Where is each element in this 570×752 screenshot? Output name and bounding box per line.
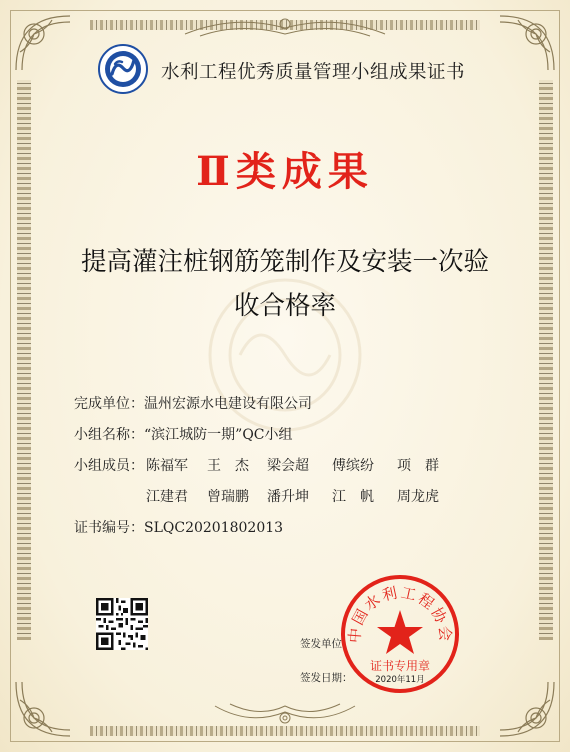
unit-row <box>74 393 312 413</box>
cert-value: SLQC20201802013 <box>144 520 284 536</box>
member-name: 梁会超 <box>267 458 309 474</box>
member-name: 潘升坤 <box>267 489 309 505</box>
member-name: 陈福军 <box>146 458 188 474</box>
issuer-label: 签发单位： <box>300 638 353 650</box>
group-label: 小组名称： <box>74 427 144 443</box>
project-title-line-1: 提高灌注桩钢筋笼制作及安装一次验 <box>80 247 489 277</box>
certificate-number-row <box>74 517 283 537</box>
member-name: 江 帆 <box>332 489 374 505</box>
award-level: Ⅱ类成果 <box>196 148 374 195</box>
official-seal-icon <box>338 572 462 696</box>
project-title <box>40 240 530 328</box>
seal-org-text: 中国水利工程协会 <box>345 583 455 644</box>
member-name: 王 杰 <box>207 458 249 474</box>
members-label: 小组成员： <box>74 458 144 474</box>
member-name: 周龙虎 <box>397 489 439 505</box>
member-name: 曾瑞鹏 <box>207 489 249 505</box>
corner-ornament-icon <box>12 12 74 74</box>
corner-ornament-icon <box>496 678 558 740</box>
certificate-header-title: 水利工程优秀质量管理小组成果证书 <box>161 62 466 83</box>
member-name: 江建君 <box>146 489 188 505</box>
unit-value: 温州宏源水电建设有限公司 <box>144 396 312 412</box>
qr-code-icon <box>96 598 148 650</box>
seal-date-text: 2020年11月 <box>375 675 425 685</box>
bottom-ornament-icon <box>210 698 360 728</box>
seal-purpose-text: 证书专用章 <box>369 659 431 673</box>
corner-ornament-icon <box>12 678 74 740</box>
star-icon <box>377 610 423 654</box>
corner-ornament-icon <box>496 12 558 74</box>
project-title-line-2: 收合格率 <box>233 291 336 321</box>
cert-label: 证书编号： <box>74 520 144 536</box>
issue-date-label: 签发日期： <box>300 672 353 684</box>
group-value: “滨江城防一期”QC小组 <box>144 427 293 443</box>
unit-label: 完成单位： <box>74 396 144 412</box>
member-name: 傅缤纷 <box>332 458 374 474</box>
group-row <box>74 424 293 444</box>
member-name: 项 群 <box>397 458 439 474</box>
top-ornament-icon <box>180 14 390 40</box>
association-logo-icon <box>98 44 148 94</box>
